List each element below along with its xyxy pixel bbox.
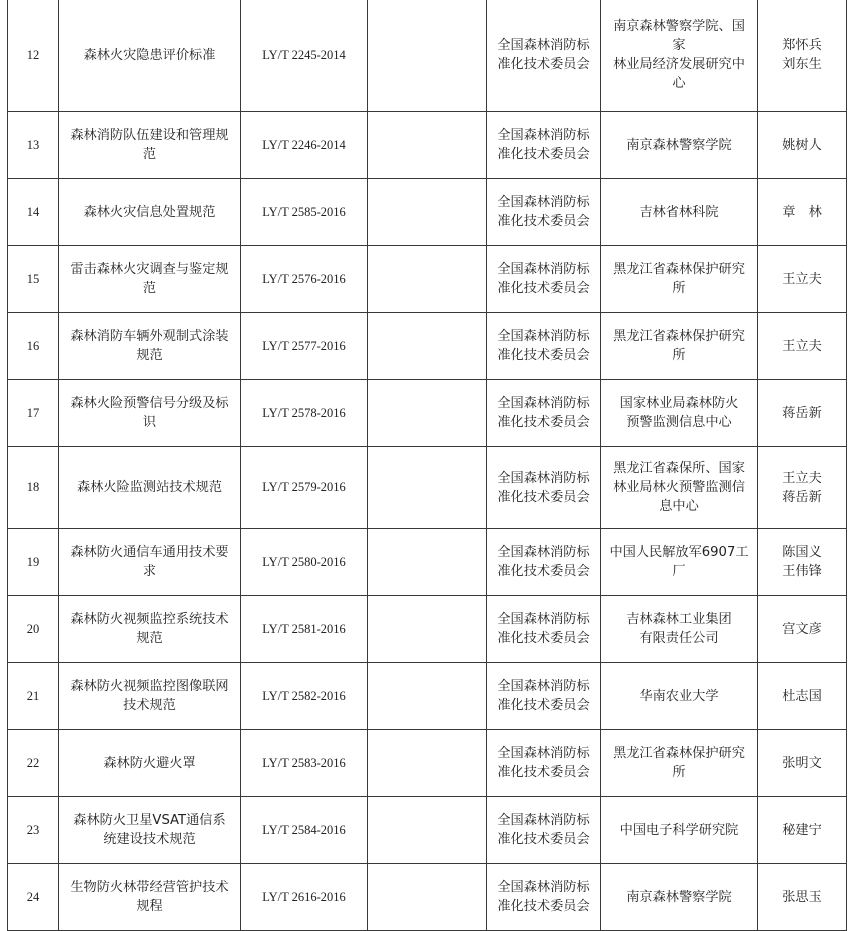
institution-line: 有限责任公司 bbox=[639, 631, 719, 646]
empty-cell bbox=[368, 663, 487, 730]
author-line: 张思玉 bbox=[782, 889, 822, 905]
committee-name: 全国森林消防标准化技术委员会 bbox=[487, 0, 601, 112]
empty-cell bbox=[368, 730, 487, 797]
table-row bbox=[8, 596, 847, 663]
author bbox=[758, 179, 847, 246]
institution-line: 南京森林警察学院 bbox=[626, 137, 732, 153]
standard-code: LY/T 2246-2014 bbox=[241, 112, 368, 179]
institution-line: 所 bbox=[672, 765, 686, 780]
institution-line: 中国电子科学研究院 bbox=[619, 822, 739, 838]
author-line: 杜志国 bbox=[782, 688, 822, 704]
table-row bbox=[8, 380, 847, 447]
row-number: 16 bbox=[8, 313, 59, 380]
institution-line: 厂 bbox=[672, 564, 686, 579]
institution bbox=[601, 730, 758, 797]
author bbox=[758, 380, 847, 447]
row-number: 21 bbox=[8, 663, 59, 730]
table-body bbox=[8, 0, 847, 931]
row-number: 12 bbox=[8, 0, 59, 112]
standard-code: LY/T 2245-2014 bbox=[241, 0, 368, 112]
empty-cell bbox=[368, 864, 487, 931]
empty-cell bbox=[368, 380, 487, 447]
row-number: 15 bbox=[8, 246, 59, 313]
standard-code: LY/T 2578-2016 bbox=[241, 380, 368, 447]
standard-code: LY/T 2580-2016 bbox=[241, 529, 368, 596]
row-number: 22 bbox=[8, 730, 59, 797]
institution-line: 所 bbox=[672, 281, 686, 296]
institution-line: 林业局经济发展研究中 bbox=[613, 57, 745, 72]
table-row bbox=[8, 797, 847, 864]
author-line: 王伟锋 bbox=[782, 564, 822, 579]
standard-name: 森林防火通信车通用技术要求 bbox=[59, 529, 241, 596]
committee-name: 全国森林消防标准化技术委员会 bbox=[487, 313, 601, 380]
empty-cell bbox=[368, 596, 487, 663]
institution-line: 林业局林火预警监测信 bbox=[613, 480, 745, 495]
standard-code: LY/T 2583-2016 bbox=[241, 730, 368, 797]
institution-line: 南京森林警察学院 bbox=[626, 889, 732, 905]
table-row bbox=[8, 529, 847, 596]
empty-cell bbox=[368, 0, 487, 112]
institution-line: 吉林森林工业集团 bbox=[626, 612, 732, 627]
institution-line: 黑龙江省森保所、国家 bbox=[613, 461, 745, 476]
committee-name: 全国森林消防标准化技术委员会 bbox=[487, 112, 601, 179]
committee-name: 全国森林消防标准化技术委员会 bbox=[487, 797, 601, 864]
committee-name: 全国森林消防标准化技术委员会 bbox=[487, 596, 601, 663]
standard-name: 森林防火视频监控系统技术规范 bbox=[59, 596, 241, 663]
standard-code: LY/T 2584-2016 bbox=[241, 797, 368, 864]
committee-name: 全国森林消防标准化技术委员会 bbox=[487, 730, 601, 797]
author-line: 姚树人 bbox=[782, 137, 822, 153]
author-line: 陈国义 bbox=[782, 545, 822, 560]
institution-line: 家 bbox=[672, 38, 686, 53]
standard-code: LY/T 2579-2016 bbox=[241, 447, 368, 529]
committee-name: 全国森林消防标准化技术委员会 bbox=[487, 179, 601, 246]
author bbox=[758, 0, 847, 112]
row-number: 20 bbox=[8, 596, 59, 663]
institution-line: 华南农业大学 bbox=[639, 688, 719, 704]
author bbox=[758, 730, 847, 797]
table-row bbox=[8, 313, 847, 380]
empty-cell bbox=[368, 179, 487, 246]
table-row bbox=[8, 0, 847, 112]
institution-line: 所 bbox=[672, 348, 686, 363]
author bbox=[758, 797, 847, 864]
author-line: 秘建宁 bbox=[782, 822, 822, 838]
author-line: 蒋岳新 bbox=[782, 489, 822, 505]
row-number: 14 bbox=[8, 179, 59, 246]
standard-name: 森林消防队伍建设和管理规范 bbox=[59, 112, 241, 179]
standard-code: LY/T 2616-2016 bbox=[241, 864, 368, 931]
author-line: 王立夫 bbox=[782, 338, 822, 354]
standard-name: 森林火险监测站技术规范 bbox=[59, 447, 241, 529]
standard-name: 森林防火视频监控图像联网技术规范 bbox=[59, 663, 241, 730]
committee-name: 全国森林消防标准化技术委员会 bbox=[487, 246, 601, 313]
institution bbox=[601, 313, 758, 380]
institution bbox=[601, 864, 758, 931]
author bbox=[758, 447, 847, 529]
table-row bbox=[8, 447, 847, 529]
institution bbox=[601, 596, 758, 663]
row-number: 19 bbox=[8, 529, 59, 596]
row-number: 24 bbox=[8, 864, 59, 931]
row-number: 23 bbox=[8, 797, 59, 864]
committee-name: 全国森林消防标准化技术委员会 bbox=[487, 529, 601, 596]
standard-name: 森林火灾信息处置规范 bbox=[59, 179, 241, 246]
empty-cell bbox=[368, 447, 487, 529]
institution-line: 黑龙江省森林保护研究 bbox=[613, 329, 745, 344]
standard-name: 生物防火林带经营管护技术规程 bbox=[59, 864, 241, 931]
author-line: 王立夫 bbox=[782, 271, 822, 287]
institution-line: 吉林省林科院 bbox=[639, 204, 719, 220]
institution bbox=[601, 179, 758, 246]
institution-line: 预警监测信息中心 bbox=[626, 415, 732, 430]
author-line: 章 林 bbox=[782, 204, 822, 220]
row-number: 17 bbox=[8, 380, 59, 447]
standard-name: 雷击森林火灾调查与鉴定规范 bbox=[59, 246, 241, 313]
author-line: 王立夫 bbox=[782, 470, 822, 486]
table-row bbox=[8, 663, 847, 730]
institution-line: 黑龙江省森林保护研究 bbox=[613, 262, 745, 277]
institution-line: 黑龙江省森林保护研究 bbox=[613, 746, 745, 761]
author bbox=[758, 529, 847, 596]
committee-name: 全国森林消防标准化技术委员会 bbox=[487, 380, 601, 447]
standard-code: LY/T 2582-2016 bbox=[241, 663, 368, 730]
author bbox=[758, 663, 847, 730]
standards-table bbox=[7, 0, 847, 931]
author-line: 张明文 bbox=[782, 755, 822, 771]
empty-cell bbox=[368, 797, 487, 864]
institution-line: 心 bbox=[672, 76, 686, 91]
institution bbox=[601, 246, 758, 313]
author-line: 刘东生 bbox=[782, 57, 822, 72]
committee-name: 全国森林消防标准化技术委员会 bbox=[487, 663, 601, 730]
author bbox=[758, 596, 847, 663]
author-line: 宫文彦 bbox=[782, 621, 822, 637]
institution-line: 国家林业局森林防火 bbox=[619, 396, 739, 411]
institution bbox=[601, 112, 758, 179]
author bbox=[758, 864, 847, 931]
standard-code: LY/T 2585-2016 bbox=[241, 179, 368, 246]
committee-name: 全国森林消防标准化技术委员会 bbox=[487, 864, 601, 931]
standard-name: 森林消防车辆外观制式涂装规范 bbox=[59, 313, 241, 380]
table-row bbox=[8, 864, 847, 931]
standard-name: 森林火灾隐患评价标准 bbox=[59, 0, 241, 112]
table-row bbox=[8, 179, 847, 246]
table-row bbox=[8, 112, 847, 179]
institution-line: 息中心 bbox=[659, 499, 699, 514]
author-line: 蒋岳新 bbox=[782, 405, 822, 421]
standard-code: LY/T 2577-2016 bbox=[241, 313, 368, 380]
empty-cell bbox=[368, 313, 487, 380]
standard-code: LY/T 2576-2016 bbox=[241, 246, 368, 313]
author bbox=[758, 313, 847, 380]
standard-name: 森林防火卫星VSAT通信系统建设技术规范 bbox=[59, 797, 241, 864]
committee-name: 全国森林消防标准化技术委员会 bbox=[487, 447, 601, 529]
institution bbox=[601, 380, 758, 447]
row-number: 13 bbox=[8, 112, 59, 179]
author bbox=[758, 246, 847, 313]
institution bbox=[601, 529, 758, 596]
standard-name: 森林火险预警信号分级及标识 bbox=[59, 380, 241, 447]
table-row bbox=[8, 246, 847, 313]
institution-line: 中国人民解放军6907工 bbox=[609, 545, 749, 560]
institution bbox=[601, 447, 758, 529]
row-number: 18 bbox=[8, 447, 59, 529]
author-line: 郑怀兵 bbox=[782, 38, 822, 53]
empty-cell bbox=[368, 246, 487, 313]
author bbox=[758, 112, 847, 179]
institution bbox=[601, 663, 758, 730]
standard-code: LY/T 2581-2016 bbox=[241, 596, 368, 663]
standard-name: 森林防火避火罩 bbox=[59, 730, 241, 797]
empty-cell bbox=[368, 529, 487, 596]
institution bbox=[601, 0, 758, 112]
institution-line: 南京森林警察学院、国 bbox=[613, 19, 745, 34]
empty-cell bbox=[368, 112, 487, 179]
institution bbox=[601, 797, 758, 864]
table-row bbox=[8, 730, 847, 797]
